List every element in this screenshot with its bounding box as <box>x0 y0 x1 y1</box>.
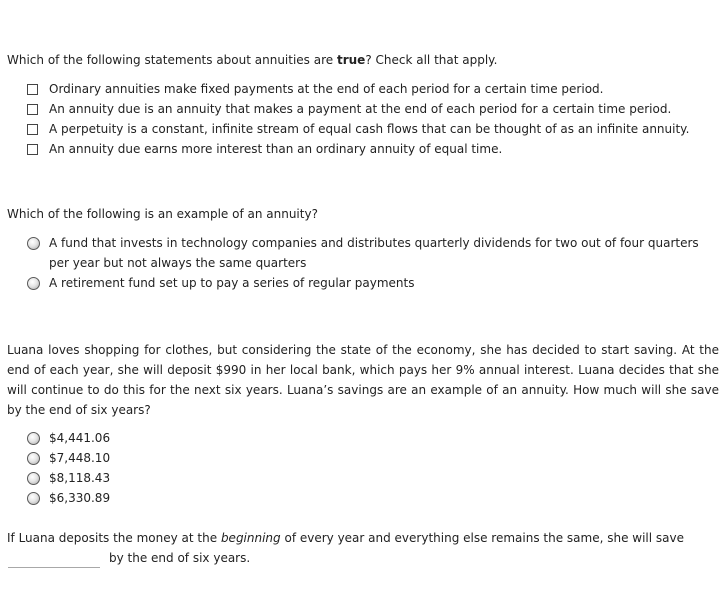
checkbox-option-3[interactable] <box>27 124 38 135</box>
question-4-prompt-text: If Luana deposits the money at the <box>7 531 221 545</box>
radio-q3-option-1[interactable] <box>27 432 40 445</box>
checkbox-option-4-label[interactable]: An annuity due earns more interest than an ordinary annuity of equal time. <box>49 142 503 156</box>
question-3-prompt: Luana loves shopping for clothes, but considering the state of the economy, she has decided to start saving. At the end of each year, she will deposit $990 in her local bank, which pays her 9% annual interest. Luana decides that she will continue to do this for the next six years. Luana’s savings are an example of an annuity. How much will she save by the end of six years? <box>7 343 719 417</box>
radio-q3-option-4-label[interactable]: $6,330.89 <box>49 491 111 505</box>
checkbox-option-4[interactable] <box>27 144 38 155</box>
checkbox-option-1[interactable] <box>27 84 38 95</box>
radio-q3-option-2-label[interactable]: $7,448.10 <box>49 451 111 465</box>
question-1-prompt <box>7 53 497 68</box>
question-1-prompt-text: Which of the following statements about annuities are <box>7 53 337 67</box>
checkbox-option-2-label[interactable]: An annuity due is an annuity that makes a payment at the end of each period for a certain time period. <box>49 102 672 116</box>
radio-q3-option-2[interactable] <box>27 452 40 465</box>
radio-q2-option-2[interactable] <box>27 277 40 290</box>
radio-q3-option-3[interactable] <box>27 472 40 485</box>
checkbox-option-3-label[interactable]: A perpetuity is a constant, infinite stream of equal cash flows that can be thought of as an infinite annuity. <box>49 122 690 136</box>
question-4-prompt-line-2: by the end of six years. <box>109 551 251 565</box>
question-2-prompt: Which of the following is an example of an annuity? <box>7 207 318 221</box>
checkbox-option-2[interactable] <box>27 104 38 115</box>
question-4-prompt-emphasis: beginning <box>220 531 281 545</box>
checkbox-option-1-label[interactable]: Ordinary annuities make fixed payments at the end of each period for a certain time period. <box>49 82 604 96</box>
radio-q3-option-3-label[interactable]: $8,118.43 <box>49 471 111 485</box>
radio-q2-option-1-label-line-2[interactable]: per year but not always the same quarters <box>49 256 307 270</box>
radio-q3-option-4[interactable] <box>27 492 40 505</box>
radio-q2-option-1[interactable] <box>27 237 40 250</box>
radio-q3-option-1-label[interactable]: $4,441.06 <box>49 431 111 445</box>
radio-q2-option-2-label[interactable]: A retirement fund set up to pay a series of regular payments <box>49 276 415 290</box>
question-1-prompt-tail: ? Check all that apply. <box>365 53 498 67</box>
question-4-prompt-tail: of every year and everything else remains the same, she will save <box>280 531 684 545</box>
question-1-prompt-emphasis: true <box>336 53 366 67</box>
answer-blank-field[interactable] <box>8 567 100 568</box>
radio-q2-option-1-label-line-1[interactable]: A fund that invests in technology companies and distributes quarterly dividends for two out of four quarters <box>49 236 699 250</box>
question-4-prompt <box>7 531 684 546</box>
